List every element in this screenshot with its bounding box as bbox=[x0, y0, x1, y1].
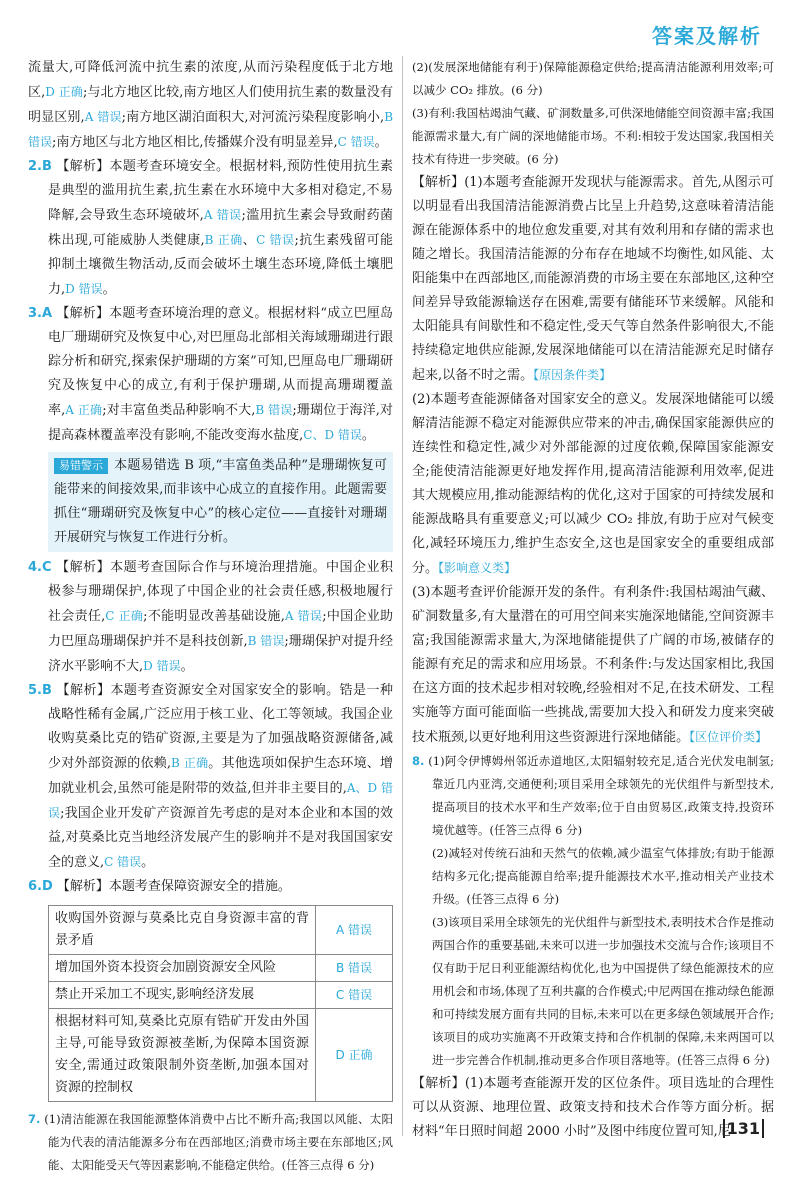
answer-letter: B bbox=[41, 683, 52, 698]
text: (3)本题考查评价能源开发的条件。有利条件:我国枯竭油气藏、矿洞数量多,有大量潜在的可用空间来实施深地储能,空间资源丰富;我国能源需求量大,为深地储能提供了广阔的市场,被储存的能源有充足的需求和应用场景。不利条件:与发达国家相比,我国在这方面的技术起步相对较晚,经验相对不足,在技术研发、工程实施等方面可能面临一些挑战,需要加大投入和研发力度来突破技术瓶颈,以更好地利用这些资源进行深地储能。 bbox=[412, 585, 774, 745]
text: 。 bbox=[374, 135, 388, 150]
table-row bbox=[49, 906, 393, 955]
text: ;我国企业开发矿产资源首先考虑的是对本企业和本国的效益,对莫桑比克当地经济发展产生的影响并不是对我国国家安全的意义, bbox=[48, 806, 393, 870]
text: ;珊瑚保护对提升经济水平影响不大, bbox=[48, 634, 393, 674]
question-number: 5. bbox=[28, 683, 42, 698]
question-6 bbox=[28, 875, 393, 899]
text: 【解析】本题考查国际合作与环境治理措施。中国企业积极参与珊瑚保护,体现了中国企业的社会责任感,积极地履行社会责任, bbox=[48, 560, 393, 624]
answer-letter: A bbox=[41, 306, 53, 321]
page-number: 131 bbox=[723, 1119, 764, 1138]
header-title: 答案及解析 bbox=[652, 24, 762, 48]
question-2 bbox=[28, 155, 393, 302]
question-3 bbox=[28, 302, 393, 448]
verdict-tag: A 正确 bbox=[65, 403, 103, 417]
text: (1)清洁能源在我国能源整体消费中占比不断升高;我国以风能、太阳能为代表的清洁能源多分布在西部地区;消费市场主要在东部地区;风能、太阳能受天气等因素影响,不能稳定供给。(任答三点得 6 分) bbox=[44, 1112, 393, 1172]
table-row bbox=[49, 1009, 393, 1102]
q6-options-table bbox=[48, 905, 393, 1102]
question-8 bbox=[412, 750, 774, 842]
q8-analysis-1: 【解析】(1)本题考查能源开发的区位条件。项目选址的合理性可以从资源、地理位置、政策支持和技术合作等方面分析。据材料“年日照时间超 2000 小时”及图中纬度位置可知,尼 bbox=[412, 1076, 774, 1139]
verdict-tag: A 错误 bbox=[84, 110, 122, 124]
text: 。 bbox=[180, 659, 194, 674]
verdict-tag: C 错误 bbox=[337, 135, 375, 149]
verdict-cell: D 正确 bbox=[316, 1009, 393, 1102]
text: 【解析】本题考查资源安全对国家安全的影响。锆是一种战略性稀有金属,广泛应用于核工业、化工等领域。我国企业收购莫桑比克的锆矿资源,主要是为了加强战略资源储备,减少对外部资源的依赖, bbox=[48, 683, 393, 771]
text: 【解析】本题考查环境安全。根据材料,预防性使用抗生素是典型的滥用抗生素,抗生素在水环境中大多相对稳定,不易降解,会导致生态环境破坏, bbox=[48, 159, 393, 223]
answer-letter: B bbox=[41, 159, 52, 174]
text: ;南方地区湖泊面积大,对河流污染程度影响小, bbox=[121, 110, 385, 125]
text: 。 bbox=[361, 428, 375, 443]
q7-answer-2: (2)(发展深地储能有利于)保障能源稳定供给;提高清洁能源利用效率;可以减少 CO₂ 排放。(6 分) bbox=[412, 60, 774, 97]
verdict-tag: B 正确 bbox=[171, 756, 209, 770]
q7-analysis-1 bbox=[412, 171, 774, 388]
right-column bbox=[412, 56, 774, 1144]
text: ;珊瑚位于海洋,对提高森林覆盖率没有影响,不能改变海水盐度, bbox=[48, 403, 394, 443]
column-divider bbox=[402, 56, 403, 1136]
table-cell: 根据材料可知,莫桑比克原有锆矿开发由外国主导,可能导致资源被垄断,为保障本国资源安全,需通过政策限制外资垄断,加强本国对资源的控制权 bbox=[49, 1009, 316, 1102]
text: ;中国企业助力巴厘岛珊瑚保护并不是科技创新, bbox=[48, 609, 394, 649]
verdict-tag: D 错误 bbox=[143, 659, 181, 673]
question-number: 3. bbox=[28, 306, 42, 321]
text: (1)阿令伊博姆州邻近赤道地区,太阳辐射较充足,适合光伏发电制氢;靠近几内亚湾,交通便利;项目采用全球领先的光伏组件与新型技术,提高项目的技术水平和生产效率;位于自由贸易区,政策支持,投资环境优越等。(任答三点得 6 分) bbox=[428, 754, 774, 837]
question-number: 7. bbox=[28, 1112, 41, 1126]
verdict-tag: A 错误 bbox=[284, 609, 323, 623]
text: ;滥用抗生素会导致耐药菌株出现,可能威胁人类健康, bbox=[48, 208, 394, 248]
q7-answer-3: (3)有利:我国枯竭油气藏、矿洞数量多,可供深地储能空间资源丰富;我国能源需求量大,有广阔的深地储能市场。不利:相较于发达国家,我国相关技术有待进一步突破。(6 分) bbox=[412, 106, 774, 166]
verdict-tag: D 错误 bbox=[65, 282, 103, 296]
text: 【解析】(1)本题考查能源开发现状与能源需求。首先,从图示可以明显看出我国清洁能源消费占比呈上升趋势,这意味着清洁能源在能源体系中的地位愈发重要,对其有效利用和存储的需求也随之增长。我国清洁能源的分布存在地域不均衡性,如风能、太阳能集中在西部地区,而能源消费的市场主要在东部地区,这种空间差异导致能源输送存在困难,需要有储能环节来缓解。风能和太阳能具有间歇性和不稳定性,受天气等自然条件影响很大,不能持续稳定地供应能源,发展深地储能可以在清洁能源充足时储存起来,以备不时之需。 bbox=[412, 175, 774, 383]
question-number: 4. bbox=[28, 560, 42, 575]
verdict-cell: C 错误 bbox=[316, 982, 393, 1009]
q1-continuation bbox=[28, 56, 393, 155]
q8-answer-2: (2)减轻对传统石油和天然气的依赖,减少温室气体排放;有助于能源结构多元化;提高能源自给率;提升能源技术水平,推动相关产业技术升级。(任答三点得 6 分) bbox=[432, 846, 774, 906]
verdict-tag: C 正确 bbox=[105, 609, 144, 623]
text: 。 bbox=[141, 855, 155, 870]
error-tip-box bbox=[48, 452, 393, 552]
question-4 bbox=[28, 556, 393, 679]
text: 。 bbox=[102, 282, 116, 297]
category-tag: 【影响意义类】 bbox=[438, 561, 517, 575]
q7-analysis-2 bbox=[412, 388, 774, 581]
text: 【解析】本题考查保障资源安全的措施。 bbox=[56, 879, 291, 894]
text: ;南方地区与北方地区相比,传播媒介没有明显差异, bbox=[52, 135, 338, 150]
text: 流量大,可降低河流中抗生素的浓度,从而污染程度低于北方地区, bbox=[28, 60, 393, 100]
error-tip-text: 本题易错选 B 项,“丰富鱼类品种”是珊瑚恢复可能带来的间接效果,而非该中心成立的直接作用。此题需要抓住“珊瑚研究及恢复中心”的核心定位——直接针对珊瑚开展研究与恢复工作进行分析。 bbox=[54, 458, 387, 545]
verdict-tag: B 错误 bbox=[28, 110, 394, 149]
text: 【解析】本题考查环境治理的意义。根据材料“成立巴厘岛电厂珊瑚研究及恢复中心,对巴厘岛北部相关海域珊瑚进行跟踪分析和研究,探索保护珊瑚的方案”可知,巴厘岛电厂珊瑚研究及恢复中心的成立,有利于保护珊瑚,从而提高珊瑚覆盖率, bbox=[48, 306, 393, 418]
text: ;抗生素残留可能抑制土壤微生物活动,反而会破坏土壤生态环境,降低土壤肥力, bbox=[48, 233, 393, 297]
text: 。其他选项如保护生态环境、增加就业机会,虽然可能是附带的效益,但并非主要目的, bbox=[48, 756, 393, 796]
question-number: 2. bbox=[28, 159, 42, 174]
verdict-tag: B 正确 bbox=[204, 233, 243, 247]
text: (2)本题考查能源储备对国家安全的意义。发展深地储能可以缓解清洁能源不稳定对能源供应带来的冲击,确保国家能源供应的连续性和稳定性,减少对外部能源的过度依赖,保障国家能源安全;能使清洁能源更好地发挥作用,提高清洁能源利用效率,促进其大规模应用,推动能源结构的优化,这对于国家的可持续发展和能源战略具有重要意义;可以减少 CO₂ 排放,有助于应对气候变化,减轻环境压力,维护生态安全,这也是国家安全的重要组成部分。 bbox=[412, 392, 774, 576]
question-7 bbox=[28, 1108, 393, 1177]
error-tip-label: 易错警示 bbox=[54, 458, 108, 474]
text: ;对丰富鱼类品种影响不大, bbox=[102, 403, 256, 418]
table-row bbox=[49, 955, 393, 982]
table-cell: 禁止开采加工不现实,影响经济发展 bbox=[49, 982, 316, 1009]
verdict-tag: D 正确 bbox=[45, 85, 83, 99]
verdict-cell: A 错误 bbox=[316, 906, 393, 955]
table-cell: 收购国外资源与莫桑比克自身资源丰富的背景矛盾 bbox=[49, 906, 316, 955]
verdict-tag: A 错误 bbox=[203, 208, 242, 222]
verdict-tag: C 错误 bbox=[104, 855, 142, 869]
q7-analysis-3 bbox=[412, 581, 774, 750]
verdict-tag: B 错误 bbox=[247, 634, 285, 648]
verdict-tag: C、D 错误 bbox=[303, 428, 362, 442]
table-row bbox=[49, 982, 393, 1009]
q8-answer-3: (3)该项目采用全球领先的光伏组件与新型技术,表明技术合作是推动两国合作的重要基础,未来可以进一步加强技术交流与合作;该项目不仅有助于尼日利亚能源结构优化,也为中国提供了绿色能源技术的应用机会和市场,体现了互利共赢的合作模式;中尼两国在推动绿色能源和可持续发展方面有共同的目标,未来可以在更多绿色领域展开合作;该项目的成功实施离不开政策支持和合作机制的保障,未来两国可以进一步完善合作机制,推动更多合作项目落地等。(任答三点得 6 分) bbox=[432, 915, 774, 1067]
text: ;不能明显改善基础设施, bbox=[143, 609, 285, 624]
category-tag: 【区位评价类】 bbox=[689, 730, 768, 744]
answer-letter: C bbox=[41, 560, 52, 575]
verdict-tag: A、D 错误 bbox=[48, 781, 393, 820]
table-cell: 增加国外资本投资会加剧资源安全风险 bbox=[49, 955, 316, 982]
answer-letter: D bbox=[41, 879, 53, 894]
verdict-tag: B 错误 bbox=[255, 403, 293, 417]
text: 、 bbox=[242, 233, 257, 248]
question-number: 8. bbox=[412, 754, 425, 768]
category-tag: 【原因条件类】 bbox=[533, 368, 612, 382]
left-column bbox=[28, 56, 393, 1177]
verdict-tag: C 错误 bbox=[256, 233, 295, 247]
text: ;与北方地区比较,南方地区人们使用抗生素的数量没有明显区别, bbox=[28, 85, 394, 125]
question-5 bbox=[28, 679, 393, 875]
verdict-cell: B 错误 bbox=[316, 955, 393, 982]
question-number: 6. bbox=[28, 879, 42, 894]
